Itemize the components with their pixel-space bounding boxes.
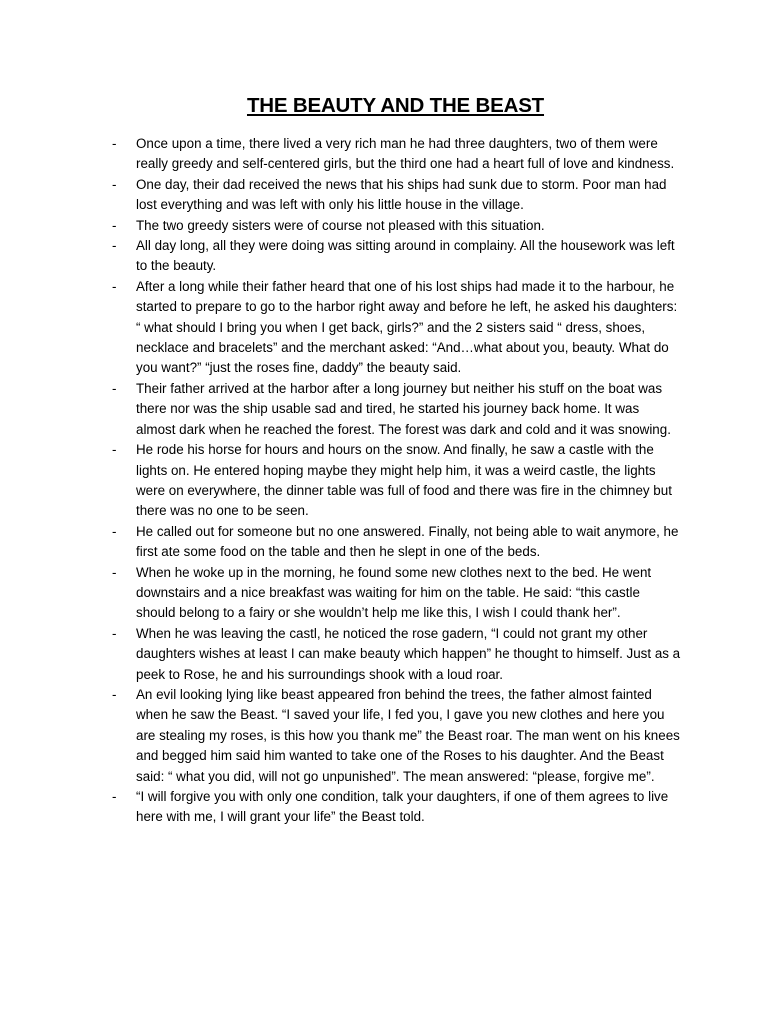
- bullet-dash: -: [112, 789, 117, 804]
- list-item: [112, 440, 682, 522]
- list-item: [112, 563, 682, 624]
- list-item: [112, 624, 682, 685]
- bullet-dash: -: [112, 238, 117, 254]
- paragraph-text: All day long, all they were doing was sitting around in complainy. All the housework was left to the beauty.: [136, 238, 675, 274]
- list-item: [112, 787, 682, 828]
- list-item: [112, 277, 682, 379]
- list-item: [112, 216, 682, 236]
- bullet-dash: -: [112, 625, 117, 641]
- paragraph-text: One day, their dad received the news that his ships had sunk due to storm. Poor man had lost everything and was left with only his little house in the village.: [136, 176, 667, 213]
- list-item: [112, 236, 682, 277]
- bullet-dash: -: [112, 136, 117, 151]
- bullet-dash: -: [112, 217, 117, 233]
- paragraph-text: He called out for someone but no one answered. Finally, not being able to wait anymore, he first ate some food on the table and then he slept in one of the beds.: [136, 523, 679, 560]
- paragraph-text: “I will forgive you with only one condition, talk your daughters, if one of them agrees to live here with me, I will grant your life” the Beast told.: [136, 789, 669, 825]
- paragraph-text: He rode his horse for hours and hours on the snow. And finally, he saw a castle with the lights on. He entered hoping maybe they might help him, it was a weird castle, the lights were on everywhere, the dinner table was full of food and there was fire in the chimney but there was no one to be seen.: [136, 442, 672, 519]
- paragraph-text: Once upon a time, there lived a very rich man he had three daughters, two of them were really greedy and self-centered girls, but the third one had a heart full of love and kindness.: [136, 136, 675, 172]
- paragraph-text: When he woke up in the morning, he found some new clothes next to the bed. He went downstairs and a nice breakfast was waiting for him on the table. He said: “this castle should belong to a fairy or she wouldn’t help me like this, I wish I could thank her”.: [136, 564, 652, 621]
- paragraph-text: The two greedy sisters were of course not pleased with this situation.: [136, 217, 545, 233]
- paragraph-text: Their father arrived at the harbor after a long journey but neither his stuff on the boat was there nor was the ship usable sad and tired, he started his journey back home. It was almost dark when he reached the forest. The forest was dark and cold and it was snowing.: [136, 380, 671, 437]
- list-item: [112, 685, 682, 787]
- list-item: [112, 175, 682, 216]
- bullet-dash: -: [112, 442, 117, 458]
- bullet-dash: -: [112, 686, 117, 702]
- bullet-dash: -: [112, 523, 117, 539]
- list-item: [112, 134, 682, 175]
- paragraph-text: After a long while their father heard that one of his lost ships had made it to the harbour, he started to prepare to go to the harbor right away and before he left, he asked his daughters: “ what should I bring you when I get back, girls?” and the 2 sisters said “ dress, shoes, necklace and bracelets” and the merchant asked: “And…what about you, beauty. What do you want?” “just the roses fine, daddy” the beauty said.: [136, 278, 678, 376]
- story-list: [112, 134, 682, 828]
- bullet-dash: -: [112, 564, 117, 580]
- paragraph-text: An evil looking lying like beast appeared fron behind the trees, the father almost fainted when he saw the Beast. “I saved your life, I fed you, I gave you new clothes and here you are stealing my roses, is this how you thank me” the Beast roar. The man went on his knees and begged him said him wanted to take one of the Roses to his daughter. And the Beast said: “ what you did, will not go unpunished”. The mean answered: “please, forgive me”.: [136, 686, 680, 784]
- bullet-dash: -: [112, 380, 117, 396]
- paragraph-text: When he was leaving the castl, he noticed the rose gadern, “I could not grant my other daughters wishes at least I can make beauty which happen” he thought to himself. Just as a peek to Rose, he and his surroundings shook with a loud roar.: [136, 625, 681, 682]
- bullet-dash: -: [112, 176, 117, 192]
- document-title: THE BEAUTY AND THE BEAST: [246, 94, 545, 117]
- bullet-dash: -: [112, 278, 117, 294]
- list-item: [112, 522, 682, 563]
- list-item: [112, 379, 682, 440]
